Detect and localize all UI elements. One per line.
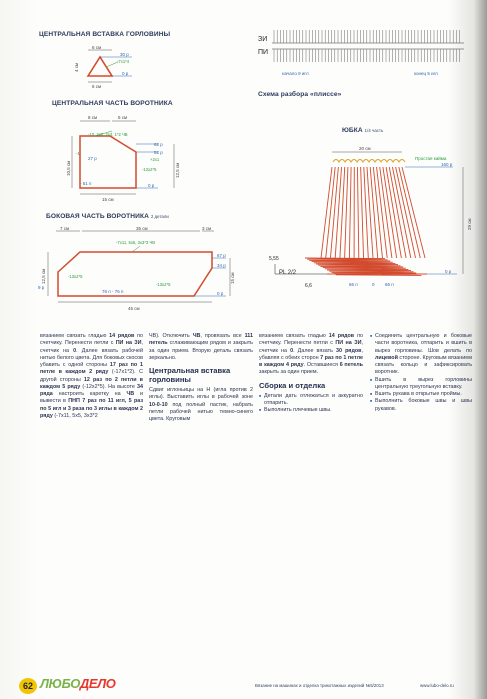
top-width-label: 6 см xyxy=(92,45,102,50)
knit-a-label: 5,55 xyxy=(269,256,279,262)
collar-center-diagram xyxy=(50,108,190,203)
bottom-label: 45 см xyxy=(128,306,140,311)
dec-label: -7x1*4 xyxy=(117,59,130,64)
center-insert-title: ЦЕНТРАЛЬНАЯ ВСТАВКА ГОРЛОВИНЫ xyxy=(39,31,171,38)
minus-51-label: - 51 п xyxy=(80,181,92,186)
collar-side-title xyxy=(46,213,169,220)
logo-part-a: ЛЮБО xyxy=(40,676,80,691)
needle-ticks-top xyxy=(274,30,460,43)
inc-right-label: -13x2*5 xyxy=(156,282,171,287)
zi-label: ЗИ xyxy=(258,36,268,43)
page-number: 62 xyxy=(19,678,37,694)
row-9-label: 9 р xyxy=(38,285,45,290)
list-item: ■ Выполнить боковые швы и швы рукавов. xyxy=(370,398,472,413)
start-label: начало 9 игл xyxy=(282,71,309,76)
footer-site: www.lubo-delo.ru xyxy=(420,683,454,688)
row-30-label: 30 р xyxy=(120,52,129,57)
height-left-label: 12,5 см xyxy=(41,268,46,284)
col2-para-2: Сдвиг иглоньицы на Н (игла против 2 иглы). Выставить иглы в рабочей зоне 10-0-10 под полный пастик, набрать петли рабочей нитью темно-синего цвета. Круговым xyxy=(149,387,253,422)
logo-part-b: ДЕЛО xyxy=(79,676,116,691)
st-left-label: 66 п xyxy=(349,282,358,287)
row-67-label: 67 р xyxy=(217,253,226,258)
row-34-label: 34 р xyxy=(217,263,226,268)
row-62-label: 62 р xyxy=(154,142,163,147)
footer-publication: Вязание на машинах и отделка трикотажных изделий №5/2013 xyxy=(255,683,384,688)
col2-para-1: ЧВ). Отключить ЧВ, провязать все 111 петель сглаживающим рядом и закрыть за один прием. Вторую деталь связать зеркально. xyxy=(149,333,253,361)
magazine-logo xyxy=(40,676,116,692)
st-mid-label: 0 xyxy=(372,282,375,287)
pi-label: ПИ xyxy=(258,49,269,56)
skirt-title xyxy=(342,127,383,134)
skirt-title-note: 1/4 часть xyxy=(364,128,384,133)
inc-label: +2x1 xyxy=(150,157,160,162)
row-160-label: 160 р xyxy=(441,162,453,167)
pleat-hem-zigzag xyxy=(305,258,421,275)
left-label: 7 см xyxy=(60,226,70,231)
pleat-line xyxy=(361,167,364,258)
edge-wave xyxy=(333,160,405,163)
skirt-title-text: ЮБКА xyxy=(342,127,363,134)
text-column-4 xyxy=(370,333,472,413)
pleat-line xyxy=(389,167,406,258)
text-column-3 xyxy=(259,333,363,414)
row-52-label: 52 р xyxy=(154,150,163,155)
list-item: ■ Детали дать отлежаться и аккуратно отпарить. xyxy=(259,393,363,408)
col3-para-1: вязанием связать гладью 14 рядов по счетчику. Перенести петли с ПИ на ЗИ, счетчик на 0. Далее вязать 30 рядов, убавляя с обеих сторон 7 раз по 1 петле в каждом 4 ряду. Оставшиеся 6 петель закрыть за один прием. xyxy=(259,333,363,376)
top-b-label: 5 см xyxy=(118,115,128,120)
mid-label: 35 см xyxy=(136,226,148,231)
pleat-line xyxy=(370,167,378,258)
inc-left-label: -13x2*5 xyxy=(68,274,83,279)
row-27-label: 27 р xyxy=(88,156,97,161)
list-item: ■ Соединить центральную и боковые части воротника, отпарить и вшить в вырез горловины. Шов делать по лицевой стороне. Круговым вязанием связать кольцо и зафиксировать воротник. xyxy=(370,333,472,377)
pleat-line xyxy=(330,167,338,258)
list-item: ■ Выполнить плечевые швы. xyxy=(259,407,363,414)
pleat-scheme-title: Схема разбора «плиссе» xyxy=(258,91,342,98)
bottom-width-label: 6 см xyxy=(92,84,102,89)
row-0-label: 0 р xyxy=(148,183,155,188)
bottom-label: 15 см xyxy=(102,197,114,202)
assembly-list-continued xyxy=(370,333,472,413)
heading-assembly: Сборка и отделка xyxy=(259,380,326,390)
collar-center-title: ЦЕНТРАЛЬНАЯ ЧАСТЬ ВОРОТНИКА xyxy=(52,100,173,107)
right-label: 3 см xyxy=(202,226,212,231)
knit-b-label: 6,6 xyxy=(305,283,312,289)
height-left-label: 10,5 см xyxy=(66,160,71,176)
text-column-1: вязанием связать гладью 14 рядов по счетчику. Перенести петли с ПИ на ЗИ, счетчик на 0. Далее вязать рабочей нитью белого цвета. Для боковых скосов убавить с одной стороны 17 раз по 1 петле в каждом 2 ряду (-17x1*2). С другой стороны 12 раз по 2 петли в каждом 5 ряду (-12x2*5). На высоте 34 ряда настроить каретку на ЧВ и вывести в ПНП 7 раз по 11 игл, 5 раз по 5 игл и 3 раза по 3 иглы в каждом 2 ряду (-7x11, 5x5, 3x3*2 xyxy=(40,333,143,419)
edge-label: Простая кайма xyxy=(415,156,447,161)
center-insert-diagram xyxy=(70,40,190,90)
height-label: 4 см xyxy=(74,62,79,72)
dec-top-label: -7x11, 5x5, 3x3*3 ЧВ xyxy=(116,240,156,245)
dec-a-label: -10, 2x5, 2x3, 1*2 ЧВ xyxy=(88,132,128,137)
text-column-2 xyxy=(149,333,253,423)
row-0-label: 0 р xyxy=(445,269,452,274)
pleat-line xyxy=(349,167,351,258)
heading-center-insert: Центральная вставка горловины xyxy=(149,366,231,384)
top-a-label: 8 см xyxy=(88,115,98,120)
needle-bed-legend xyxy=(258,18,468,80)
height-right-label: 12,5 см xyxy=(175,162,180,178)
collar-side-note: 2 детали xyxy=(150,214,169,219)
skirt-diagram xyxy=(265,134,475,294)
collar-side-title-text: БОКОВАЯ ЧАСТЬ ВОРОТНИКА xyxy=(46,213,149,220)
page-spine-shadow xyxy=(473,0,487,699)
row-0-label: 0 р xyxy=(122,71,129,76)
pleat-line xyxy=(345,167,348,258)
pleat-line xyxy=(357,167,358,258)
pl-label: PL 2/2 xyxy=(279,270,297,276)
list-item: ■ Вшить в вырез горловины центральную треугольную вставку. xyxy=(370,377,472,392)
row-0-label: 0 р xyxy=(217,291,224,296)
needle-ticks-bottom xyxy=(274,49,460,62)
st-right-label: 66 п xyxy=(385,282,394,287)
dec-b-label: -12x2*5 xyxy=(142,167,157,172)
minus-1-label: -1 xyxy=(76,151,80,156)
height-label: 29 см xyxy=(467,218,472,230)
height-right-label: 15 см xyxy=(230,272,235,284)
bottom-st-label: 76 п - 76 п xyxy=(102,289,124,294)
assembly-list xyxy=(259,393,363,415)
collar-side-diagram xyxy=(36,222,236,314)
width-label: 20 см xyxy=(359,146,371,151)
pleat-lines xyxy=(305,167,427,275)
triangle-shape xyxy=(88,57,112,76)
end-label: конец 5 игл xyxy=(414,71,438,76)
list-item: ■ Вшить рукава в открытые проймы. xyxy=(370,391,472,398)
